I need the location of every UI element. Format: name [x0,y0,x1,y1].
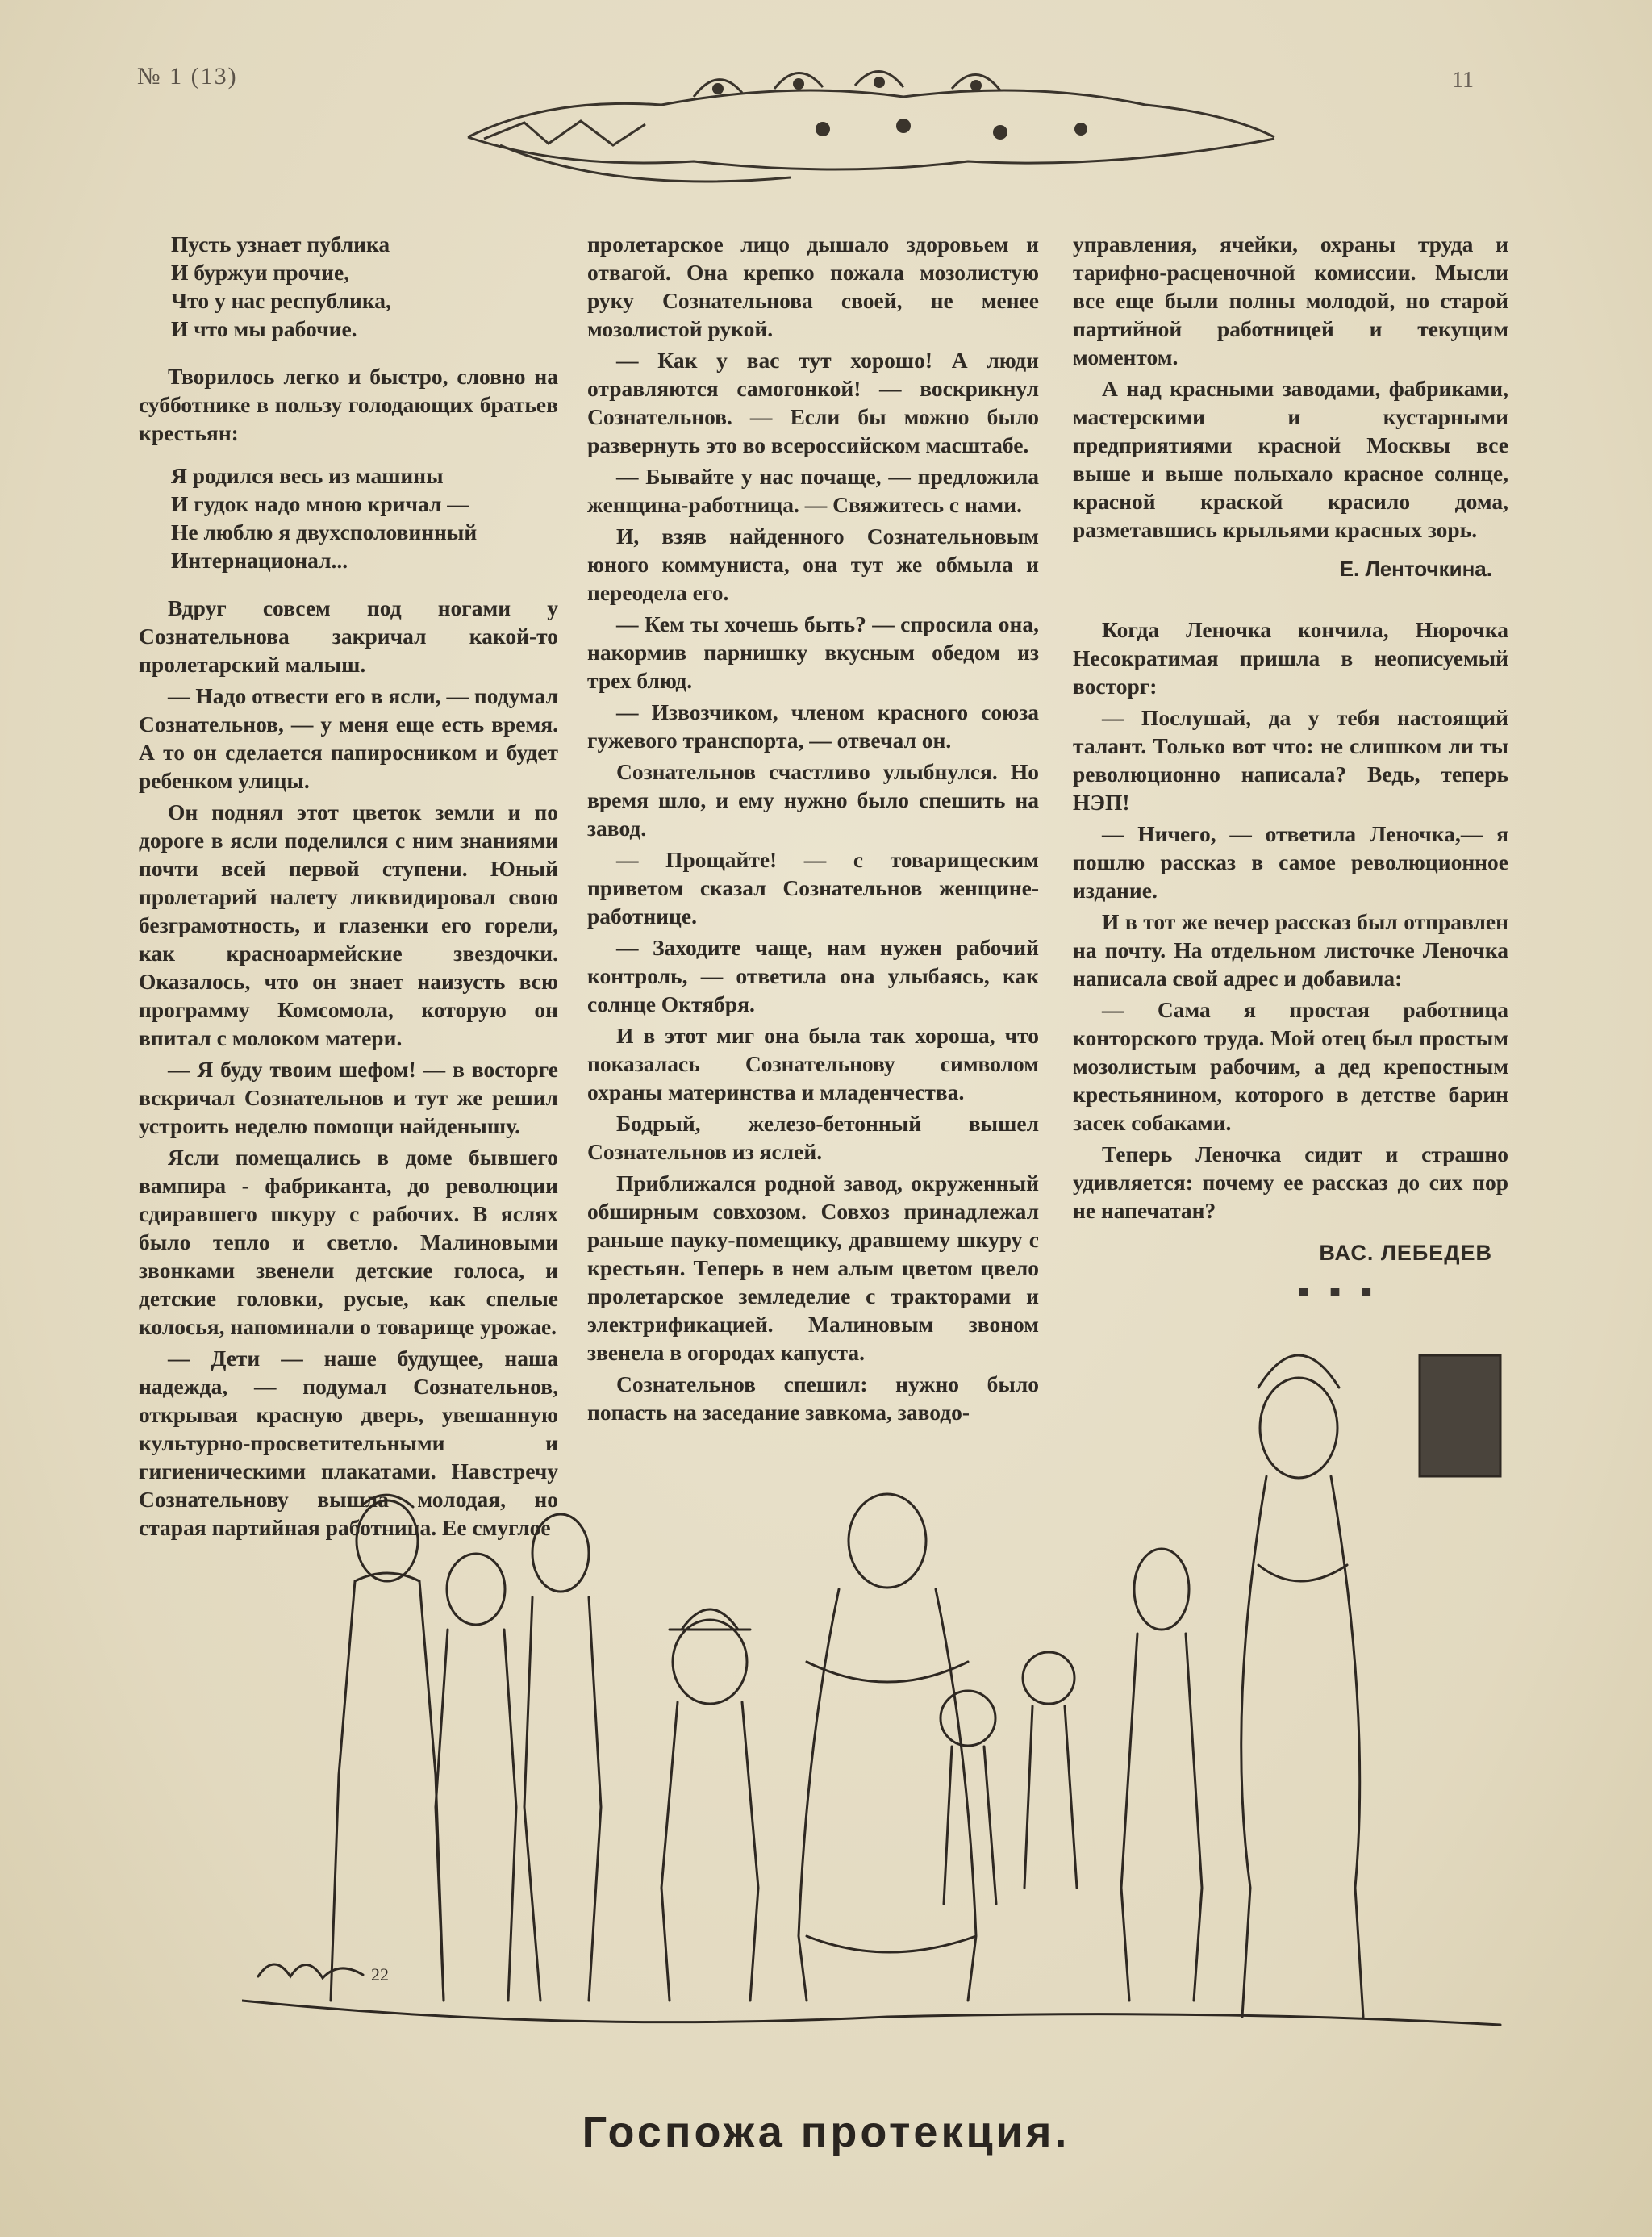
verse-line: И гудок надо мною кричал — [171,491,469,516]
paragraph: — Сама я простая работница конторского труда. Мой отец был простым мозолистым рабочим, а дед крепостным крестьянином, которого в детстве барин засек собаками. [1073,997,1508,1135]
paragraph: Он поднял этот цветок земли и по дороге в ясли поделился с ним знаниями почти всей первой ступени. Юный пролетарий налету ликвидировал свою безграмотность, и глазенки его горели, как красноармейские звездочки. Оказалось, что он знает наизусть всю программу Комсомола, которую он впитал с молоком матери. [139,799,558,1050]
paragraph: Вдруг совсем под ногами у Сознательнова закричал какой-то пролетарский малыш. [139,595,558,677]
paragraph: — Я буду твоим шефом! — в восторге вскричал Сознательнов и тут же решил устроить неделю помощи найденышу. [139,1057,558,1138]
text-column-2 [587,230,1039,1429]
paragraph: управления, ячейки, охраны труда и тарифно-расценочной комиссии. Мысли все еще были полны молодой, но старой партийной работницей и текущим моментом. [1073,232,1508,369]
paragraph: — Дети — наше будущее, наша надежда, — подумал Сознательнов, открывая красную дверь, увешанную культурно-просветительными и гигиеническими плакатами. Навстречу Сознательнову вышла молодая, но старая партийная работница. Ее смуглое [139,1346,558,1540]
artist-signature: 22 [371,1964,389,1985]
verse-line: И что мы рабочие. [171,316,357,341]
paragraph: Когда Леночка кончила, Нюрочка Несократимая пришла в неописуемый восторг: [1073,617,1508,699]
verse-line: И буржуи прочие, [171,260,350,285]
paragraph: — Кем ты хочешь быть? — спросила она, накормив парнишку вкусным обедом из трех блюд. [587,611,1039,693]
verse-line: Что у нас республика, [171,288,391,313]
paragraph: Сознательнов счастливо улыбнулся. Но время шло, и ему нужно было спешить на завод. [587,759,1039,841]
paragraph: — Ничего, — ответила Леночка,— я пошлю рассказ в самое революционное издание. [1073,821,1508,903]
paragraph: И, взяв найденного Сознательновым юного коммуниста, она тут же обмыла и переодела его. [587,524,1039,605]
page-number: 11 [1452,68,1474,93]
cartoon-illustration [242,1323,1516,2065]
author-signature-lebedev: ВАС. ЛЕБЕДЕВ [1319,1241,1492,1265]
ornament-divider: ■ ■ ■ [1298,1281,1380,1301]
crocodile-header-illustration [452,48,1291,202]
text-column-3 [1073,230,1508,1305]
paragraph: — Надо отвести его в ясли, — подумал Сознательнов, — у меня еще есть время. А то он сделается папиросником и будет ребенком улицы. [139,683,558,793]
paragraph: Бодрый, железо-бетонный вышел Сознательнов из яслей. [587,1111,1039,1164]
paragraph: Творилось легко и быстро, словно на субботнике в пользу голодающих братьев крестьян: [139,364,558,445]
verse-2 [171,461,558,574]
paragraph: Сознательнов спешил: нужно было попасть на заседание завкома, заводо- [587,1371,1039,1425]
paragraph: И в тот же вечер рассказ был отправлен на почту. На отдельном листочке Леночка написала свой адрес и добавила: [1073,909,1508,991]
paragraph: И в этот миг она была так хороша, что показалась Сознательнову символом охраны материнства и младенчества. [587,1023,1039,1104]
paragraph: — Прощайте! — с товарищеским приветом сказал Сознательнов женщине-работнице. [587,847,1039,929]
paragraph: Приближался родной завод, окруженный обширным совхозом. Совхоз принадлежал раньше пауку-помещику, дравшему шкуру с крестьян. Теперь в нем алым цветом цвело пролетарское земледелие с тракторами и электрификацией. Малиновым звоном звенела в огородах капуста. [587,1171,1039,1365]
illustration-caption: Госпожа протекция. [582,2108,1070,2156]
paragraph: Теперь Леночка сидит и страшно удивляется: почему ее рассказ до сих пор не напечатан? [1073,1141,1508,1223]
verse-line: Я родился весь из машины [171,463,444,488]
paragraph: — Как у вас тут хорошо! А люди отравляются самогонкой! — воскрикнул Сознательнов. — Если бы можно было развернуть это во всероссийском масштабе. [587,348,1039,457]
paragraph: А над красными заводами, фабриками, мастерскими и кустарными предприятиями красной Москвы все выше и выше полыхало красное солнце, красной краской красило дома, разметавшись крыльями красных зорь. [1073,376,1508,542]
verse-line: Интернационал... [171,548,348,573]
paragraph: — Извозчиком, членом красного союза гужевого транспорта, — отвечал он. [587,699,1039,753]
paragraph: — Бывайте у нас почаще, — предложила женщина-работница. — Свяжитесь с нами. [587,464,1039,517]
paragraph: — Послушай, да у тебя настоящий талант. Только вот что: не слишком ли ты революционно написала? Ведь, теперь НЭП! [1073,705,1508,815]
author-signature-lentochkina: Е. Ленточкина. [1339,557,1492,581]
verse-line: Не люблю я двухсполовинный [171,520,478,545]
verse-line: Пусть узнает публика [171,232,390,257]
paragraph: пролетарское лицо дышало здоровьем и отвагой. Она крепко пожала мозолистую руку Сознательнова своей, не менее мозолистой рукой. [587,232,1039,341]
paragraph: Ясли помещались в доме бывшего вампира - фабриканта, до революции сдиравшего шкуру с рабочих. В яслях было тепло и светло. Малиновыми звонками звенели детские голоса, и детские головки, русые, как спелые колосья, напоминали о товарище урожае. [139,1145,558,1339]
verse-1 [171,230,558,343]
paragraph: — Заходите чаще, нам нужен рабочий контроль, — ответила она улыбаясь, как солнце Октября. [587,935,1039,1016]
issue-number: № 1 (13) [137,63,238,90]
